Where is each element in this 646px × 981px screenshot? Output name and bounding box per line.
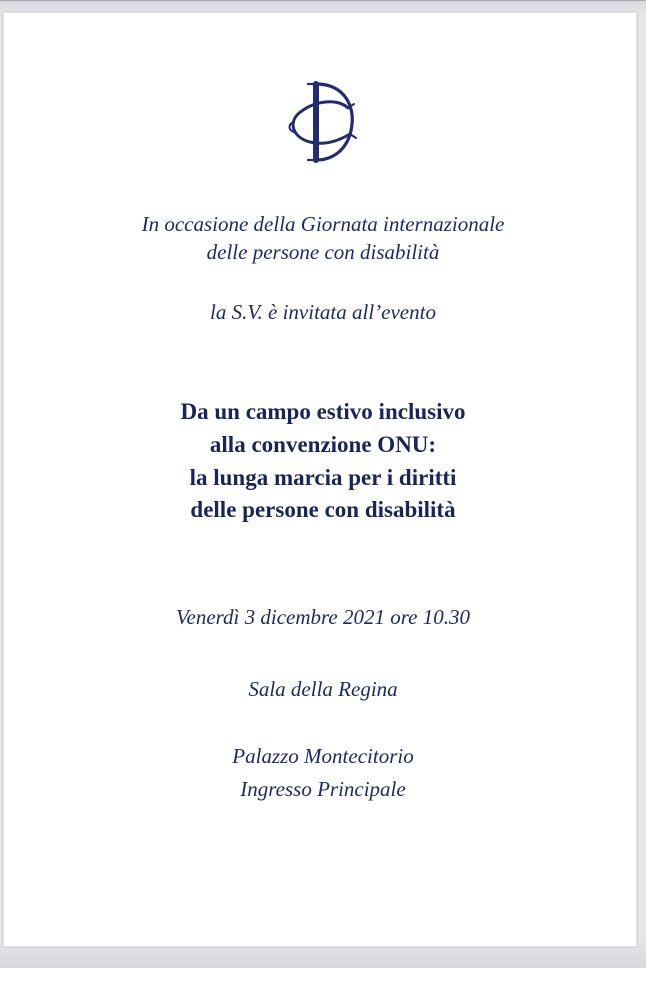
monogram-emblem-icon [284, 78, 360, 166]
event-datetime: Venerdì 3 dicembre 2021 ore 10.30 [176, 605, 470, 629]
event-room: Sala della Regina [248, 677, 398, 701]
invitation-text: la S.V. è invitata all’evento [210, 300, 436, 324]
event-title-line-4: delle persone con disabilità [190, 497, 456, 522]
venue-line-1: Palazzo Montecitorio [232, 744, 414, 768]
venue-line-2: Ingresso Principale [240, 777, 406, 801]
event-title-line-2: alla convenzione ONU: [209, 432, 437, 457]
event-title-line-3: la lunga marcia per i diritti [189, 465, 457, 490]
event-title-line-1: Da un campo estivo inclusivo [180, 399, 466, 424]
intro-line-2: delle persone con disabilità [206, 240, 440, 264]
intro-line-1: In occasione della Giornata internazionale [141, 212, 505, 236]
